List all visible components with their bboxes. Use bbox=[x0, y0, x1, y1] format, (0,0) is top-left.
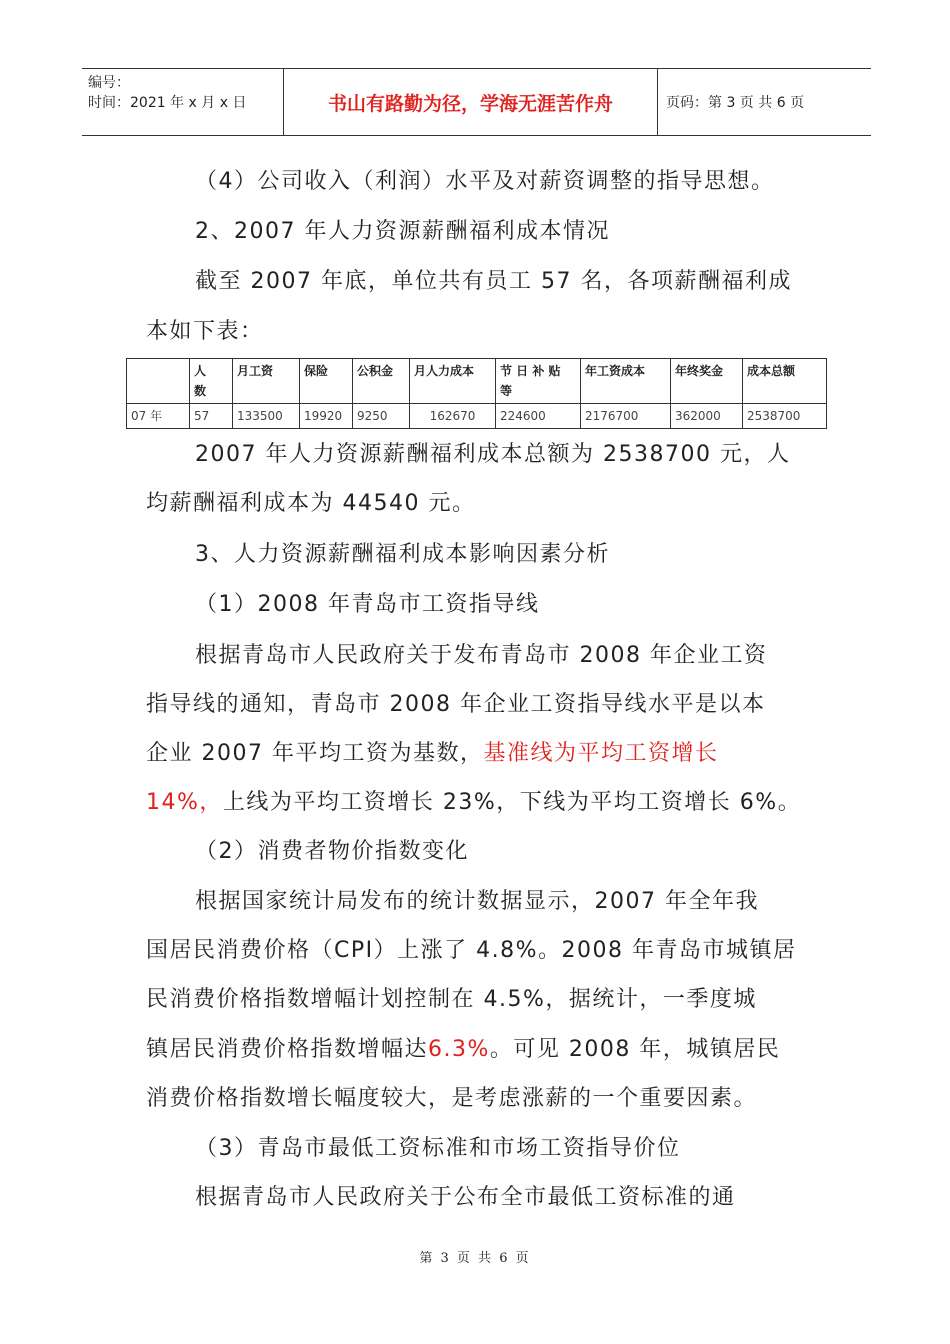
header-meta bbox=[82, 69, 284, 135]
table-header-cell: 月人力成本 bbox=[410, 359, 496, 404]
page-footer: 第 3 页 共 6 页 bbox=[419, 1251, 531, 1266]
section-heading-2: 2、2007 年人力资源薪酬福利成本情况 bbox=[195, 219, 610, 244]
para-line: 根据青岛市人民政府关于公布全市最低工资标准的通 bbox=[195, 1185, 736, 1210]
subsection-heading: （3）青岛市最低工资标准和市场工资指导价位 bbox=[195, 1136, 681, 1161]
table-cell: 57 bbox=[190, 404, 233, 429]
cost-table bbox=[126, 358, 827, 429]
subsection-heading: （1）2008 年青岛市工资指导线 bbox=[195, 592, 540, 617]
para-line bbox=[146, 1025, 808, 1074]
table-header-cell: 月工资 bbox=[233, 359, 300, 404]
highlight-text: 基准线为平均工资增长 bbox=[483, 741, 719, 766]
table-cell: 224600 bbox=[496, 404, 581, 429]
table-cell: 19920 bbox=[300, 404, 353, 429]
para-line: 本如下表： bbox=[146, 319, 264, 344]
highlight-text: 14%， bbox=[146, 790, 223, 815]
table-header-cell: 成本总额 bbox=[743, 359, 827, 404]
highlight-text: 6.3% bbox=[428, 1037, 490, 1062]
header-motto: 书山有路勤为径，学海无涯苦作舟 bbox=[284, 69, 658, 135]
text-span: 上线为平均工资增长 23%，下线为平均工资增长 6%。 bbox=[222, 790, 802, 815]
text-span: 镇居民消费价格指数增幅达 bbox=[146, 1037, 429, 1062]
text-span: 企业 2007 年平均工资为基数， bbox=[146, 741, 484, 766]
table-cell: 162670 bbox=[410, 404, 496, 429]
para-item-4: （4）公司收入（利润）水平及对薪资调整的指导思想。 bbox=[195, 169, 775, 194]
para-line: 根据青岛市人民政府关于发布青岛市 2008 年企业工资 bbox=[195, 643, 768, 668]
table-header-cell: 节 日 补 贴 等 bbox=[496, 359, 581, 404]
table-header-cell: 年终奖金 bbox=[671, 359, 743, 404]
table-header-cell: 公积金 bbox=[353, 359, 410, 404]
para-line bbox=[146, 778, 808, 827]
table-row bbox=[127, 404, 827, 429]
table-header-cell bbox=[127, 359, 190, 404]
para-line bbox=[146, 729, 808, 778]
para-line: 民消费价格指数增幅计划控制在 4.5%，据统计，一季度城 bbox=[146, 987, 757, 1012]
table-header-cell: 保险 bbox=[300, 359, 353, 404]
header-time: 时间：2021 年 x 月 x 日 bbox=[88, 95, 247, 111]
table-cell: 2538700 bbox=[743, 404, 827, 429]
table-header-row bbox=[127, 359, 827, 404]
table-cell: 362000 bbox=[671, 404, 743, 429]
text-span: 。可见 2008 年，城镇居民 bbox=[489, 1037, 781, 1062]
para-line: 国居民消费价格（CPI）上涨了 4.8%。2008 年青岛市城镇居 bbox=[146, 938, 797, 963]
header-number: 编号： bbox=[88, 75, 130, 91]
table-cell: 133500 bbox=[233, 404, 300, 429]
header-page-number: 页码：第 3 页 共 6 页 bbox=[666, 95, 805, 111]
table-cell: 9250 bbox=[353, 404, 410, 429]
subsection-heading: （2）消费者物价指数变化 bbox=[195, 839, 469, 864]
para-line: 均薪酬福利成本为 44540 元。 bbox=[146, 491, 476, 516]
page-header bbox=[82, 68, 871, 136]
table-header-cell: 人数 bbox=[190, 359, 233, 404]
table-header-cell: 年工资成本 bbox=[581, 359, 671, 404]
table-cell: 2176700 bbox=[581, 404, 671, 429]
para-line: 消费价格指数增长幅度较大，是考虑涨薪的一个重要因素。 bbox=[146, 1086, 758, 1111]
para-line: 根据国家统计局发布的统计数据显示，2007 年全年我 bbox=[195, 889, 759, 914]
para-line: 指导线的通知，青岛市 2008 年企业工资指导线水平是以本 bbox=[146, 692, 766, 717]
table-cell: 07 年 bbox=[127, 404, 190, 429]
section-heading-3: 3、人力资源薪酬福利成本影响因素分析 bbox=[195, 542, 610, 567]
para-line: 截至 2007 年底，单位共有员工 57 名，各项薪酬福利成 bbox=[195, 269, 792, 294]
para-line: 2007 年人力资源薪酬福利成本总额为 2538700 元，人 bbox=[195, 442, 791, 467]
